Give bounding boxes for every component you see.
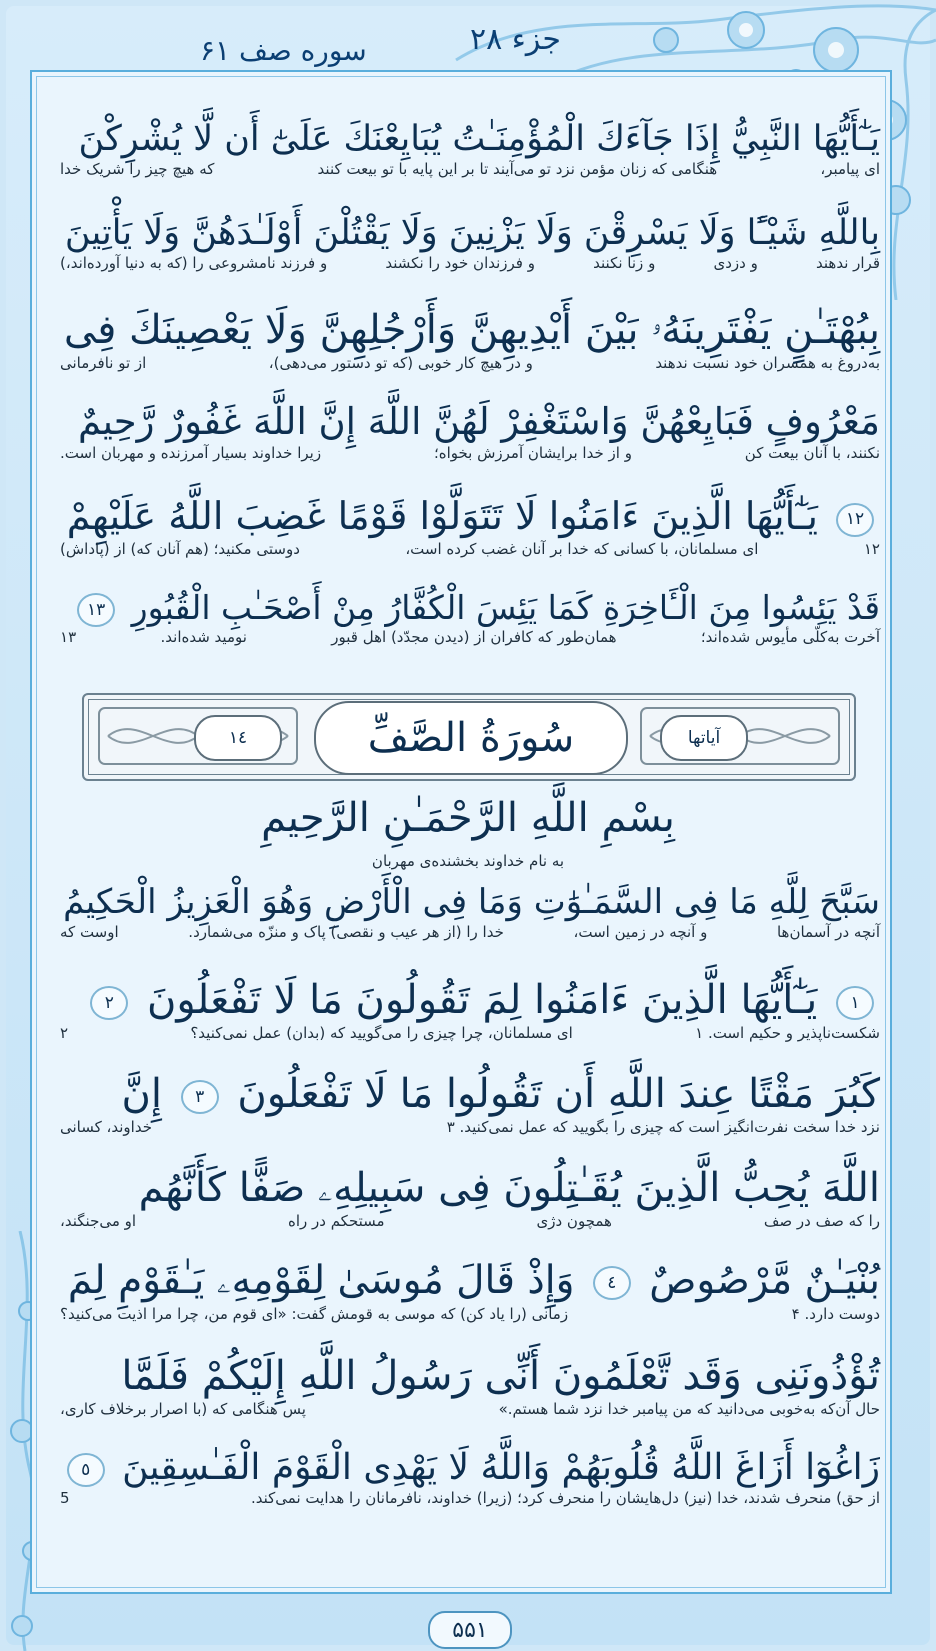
- verse-line-4: [60, 400, 880, 464]
- arabic-line: مَعْرُوفٍ فَبَايِعْهُنَّ وَاسْتَغْفِرْ لَهُنَّ اللَّهَ إِنَّ اللَّهَ غَفُورٌ رَّحِيمٌ: [78, 400, 880, 443]
- translation-line: به‌دروغ به همسران خود نسبت ندهند و در هیچ کار خوبی (که تو دستور می‌دهی)، از تو نافرمانی: [60, 354, 880, 372]
- arabic-line: يَـٰٓأَيُّهَا النَّبِيُّ إِذَا جَآءَكَ الْمُؤْمِنَـٰتُ يُبَايِعْنَكَ عَلَىٰٓ أَن لَّا يُشْرِكْنَ: [78, 119, 880, 159]
- juz-label: جزء ۲۸: [470, 22, 561, 57]
- translation-line: شکست‌ناپذیر و حکیم است. ۱ ای مسلمانان، چرا چیزی را می‌گویید که (بدان) عمل نمی‌کنید؟ ۲: [60, 1024, 880, 1042]
- verse-line-10: [60, 1164, 880, 1232]
- surah-title: سُورَةُ الصَّفِّ: [314, 701, 628, 775]
- surah-title-banner: [82, 693, 856, 781]
- ayah-number-marker: ١: [836, 986, 874, 1020]
- verse-line-9: [60, 1070, 880, 1138]
- ayah-number-marker: ٥: [67, 1453, 105, 1487]
- page-header: [0, 14, 936, 67]
- translation-line: ۱۲ ای مسلمانان، با کسانی که خدا بر آنان غضب کرده است، دوستی مکنید؛ (هم آنان که) از (پاداش): [60, 539, 880, 558]
- surah-label: سوره صف ۶۱: [200, 34, 367, 67]
- verse-line-7: [60, 882, 880, 942]
- verse-line-1: [60, 118, 880, 180]
- verse-line-2: [60, 212, 880, 274]
- ayah-number-marker: ٢: [90, 986, 128, 1020]
- translation-line: را که صف در صف همچون دژی مستحکم در راه او می‌جنگند،: [60, 1212, 880, 1230]
- verse-line-3: [60, 306, 880, 374]
- arabic-line: بِبُهْتَـٰنٍ يَفْتَرِينَهُۥ بَيْنَ أَيْدِيهِنَّ وَأَرْجُلِهِنَّ وَلَا يَعْصِينَكَ فِى: [63, 307, 880, 353]
- arabic-line: تُؤْذُونَنِى وَقَد تَّعْلَمُونَ أَنِّى رَسُولُ اللَّهِ إِلَيْكُمْ فَلَمَّا: [121, 1353, 880, 1399]
- arabic-line: كَبُرَ مَقْتًا عِندَ اللَّهِ أَن تَقُولُوا مَا لَا تَفْعَلُونَ ٣ إِنَّ: [121, 1071, 880, 1117]
- ayat-label-badge: آیاتها: [660, 715, 748, 761]
- verse-line-6: [60, 588, 880, 647]
- verse-line-11: [60, 1258, 880, 1324]
- arabic-line: زَاغُوٓا أَزَاغَ اللَّهُ قُلُوبَهُمْ وَاللَّهُ لَا يَهْدِى الْقَوْمَ الْفَـٰسِقِينَ ٥: [60, 1446, 880, 1489]
- verse-line-8: [60, 976, 880, 1044]
- translation-line: از حق) منحرف شدند، خدا (نیز) دل‌هایشان را منحرف کرد؛ (زیرا) خداوند، نافرمانان را هدایت نمی‌کند. 5: [60, 1489, 880, 1508]
- arabic-line: ١ يَـٰٓأَيُّهَا الَّذِينَ ءَامَنُوا لِمَ تَقُولُونَ مَا لَا تَفْعَلُونَ ٢: [60, 976, 880, 1024]
- ayah-number-marker: ۱۲: [836, 503, 874, 537]
- translation-line: قرار ندهند و دزدی و زنا نکنند و فرزندان خود را نکشند و فرزند نامشروعی را (که به دنیا آورده‌اند،): [60, 254, 880, 272]
- bismillah-translation: به نام خداوند بخشنده‌ی مهربان: [371, 852, 565, 870]
- arabic-line: بُنْيَـٰنٌ مَّرْصُوصٌ ٤ وَإِذْ قَالَ مُوسَىٰ لِقَوْمِهِۦ يَـٰقَوْمِ لِمَ: [67, 1258, 880, 1303]
- verse-line-13: [60, 1446, 880, 1509]
- page-number: ۵۵۱: [428, 1611, 512, 1649]
- translation-line: آنچه در آسمان‌ها و آنچه در زمین است، خدا را (از هر عیب و نقصی) پاک و منزّه می‌شمارد. اوست که: [60, 922, 880, 941]
- ayah-number-marker: ٣: [181, 1080, 219, 1114]
- arabic-line: بِاللَّهِ شَيْـًٔا وَلَا يَسْرِقْنَ وَلَا يَزْنِينَ وَلَا يَقْتُلْنَ أَوْلَـٰدَهُنَّ وَلَا يَأْتِينَ: [64, 213, 880, 253]
- arabic-line: ۱۲ يَـٰٓأَيُّهَا الَّذِينَ ءَامَنُوا لَا تَتَوَلَّوْا قَوْمًا غَضِبَ اللَّهُ عَلَيْهِمْ: [60, 494, 880, 540]
- translation-line: نزد خدا سخت نفرت‌انگیز است که چیزی را بگویید که عمل نمی‌کنید. ۳ خداوند، کسانی: [60, 1118, 880, 1136]
- translation-line: آخرت به‌کلّی مأیوس شده‌اند؛ همان‌طور که کافران از (دیدن مجدّد) اهل قبور نومید شده‌اند. ۱۳: [60, 627, 880, 646]
- translation-line: ای پیامبر، هنگامی که زنان مؤمن نزد تو می‌آیند تا بر این پایه با تو بیعت کنند که هیچ چیز را شریک خدا: [60, 160, 880, 178]
- arabic-line: قَدْ يَئِسُوا مِنَ الْـَٔاخِرَةِ كَمَا يَئِسَ الْكُفَّارُ مِنْ أَصْحَـٰبِ الْقُبُورِ ۱۳: [60, 588, 880, 628]
- ayat-count-badge: ١٤: [194, 715, 282, 761]
- arabic-line: اللَّهَ يُحِبُّ الَّذِينَ يُقَـٰتِلُونَ فِى سَبِيلِهِۦ صَفًّا كَأَنَّهُم: [138, 1165, 880, 1211]
- verse-line-12: [60, 1352, 880, 1420]
- translation-line: حال آن‌که به‌خوبی می‌دانید که من پیامبر خدا نزد شما هستم.» پس هنگامی که (با اصرار برخلاف کاری،: [60, 1400, 880, 1418]
- ayah-number-marker: ۱۳: [77, 593, 115, 627]
- arabic-line: سَبَّحَ لِلَّهِ مَا فِى السَّمَـٰوَٰتِ وَمَا فِى الْأَرْضِ وَهُوَ الْعَزِيزُ الْحَكِيمُ: [63, 882, 880, 922]
- verse-line-5: [60, 494, 880, 559]
- ayah-number-marker: ٤: [593, 1266, 631, 1300]
- translation-line: نکنند، با آنان بیعت کن و از خدا برایشان آمرزش بخواه؛ زیرا خداوند بسیار آمرزنده و مهربان است.: [60, 444, 880, 463]
- bismillah: بِسْمِ اللَّهِ الرَّحْمَـٰنِ الرَّحِيمِ: [261, 795, 675, 841]
- translation-line: دوست دارد. ۴ زمانی (را یاد کن) که موسی به قومش گفت: «ای قوم من، چرا مرا اذیت می‌کنید؟: [60, 1304, 880, 1323]
